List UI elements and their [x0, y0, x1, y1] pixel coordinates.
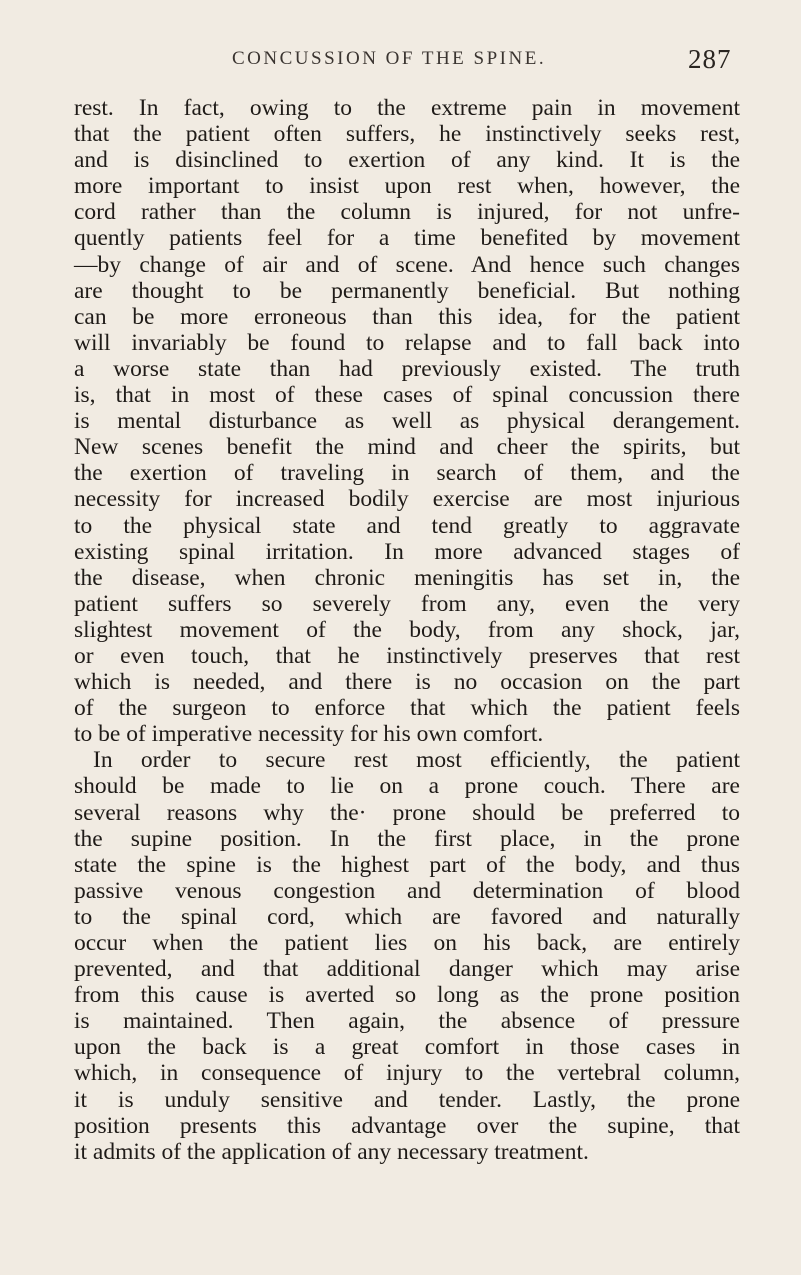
text-line: a worse state than had previously existed. The truth — [74, 355, 740, 382]
text-line: upon the back is a great comfort in those cases in — [74, 1034, 740, 1061]
text-line: patient suffers so severely from any, even the very — [74, 590, 740, 617]
text-line: is maintained. Then again, the absence of pressure — [74, 1008, 740, 1035]
text-line: it is unduly sensitive and tender. Lastly, the prone — [74, 1086, 740, 1113]
text-line: quently patients feel for a time benefited by movement — [74, 225, 740, 252]
text-line: which is needed, and there is no occasion on the part — [74, 669, 740, 696]
text-line: more important to insist upon rest when, however, the — [74, 173, 740, 200]
text-line: of the surgeon to enforce that which the patient feels — [74, 695, 740, 722]
text-line: or even touch, that he instinctively preserves that rest — [74, 642, 740, 669]
body-text — [74, 95, 740, 1165]
text-line: occur when the patient lies on his back, are entirely — [74, 930, 740, 956]
text-line: cord rather than the column is injured, for not unfre- — [74, 199, 740, 226]
text-line: existing spinal irritation. In more advanced stages of — [74, 538, 740, 565]
text-line: and is disinclined to exertion of any kind. It is the — [74, 147, 740, 174]
text-line: to the spinal cord, which are favored and naturally — [74, 903, 740, 930]
text-line: the exertion of traveling in search of them, and the — [74, 460, 740, 487]
text-line: passive venous congestion and determination of blood — [74, 877, 740, 904]
text-line: that the patient often suffers, he instinctively seeks rest, — [74, 121, 740, 148]
text-line: is mental disturbance as well as physical derangement. — [74, 408, 740, 435]
text-line: will invariably be found to relapse and to fall back into — [74, 329, 740, 356]
text-line: several reasons why the· prone should be preferred to — [74, 799, 740, 826]
running-title: CONCUSSION OF THE SPINE. — [232, 48, 547, 69]
text-line: which, in consequence of injury to the vertebral column, — [74, 1060, 740, 1087]
text-line: the supine position. In the first place, in the prone — [74, 825, 740, 852]
text-line: state the spine is the highest part of the body, and thus — [74, 851, 740, 878]
text-line: the disease, when chronic meningitis has set in, the — [74, 564, 740, 591]
text-line: —by change of air and of scene. And hence such changes — [74, 251, 740, 278]
text-line: New scenes benefit the mind and cheer the spirits, but — [74, 434, 740, 461]
text-line: rest. In fact, owing to the extreme pain in movement — [74, 95, 740, 121]
text-line: it admits of the application of any necessary treatment. — [74, 1138, 589, 1165]
paragraph-start-line: In order to secure rest most efficiently, the patient — [93, 747, 740, 774]
text-line: slightest movement of the body, from any shock, jar, — [74, 616, 740, 643]
text-line: from this cause is averted so long as the prone position — [74, 982, 740, 1009]
running-head — [0, 44, 801, 74]
text-line: can be more erroneous than this idea, for the patient — [74, 303, 740, 330]
text-line: position presents this advantage over the supine, that — [74, 1112, 740, 1139]
text-line: prevented, and that additional danger which may arise — [74, 956, 740, 983]
page-number: 287 — [688, 44, 732, 74]
text-line: should be made to lie on a prone couch. There are — [74, 773, 740, 800]
text-line: are thought to be permanently beneficial. But nothing — [74, 277, 740, 304]
text-line: necessity for increased bodily exercise are most injurious — [74, 486, 740, 513]
paragraph-end-line: to be of imperative necessity for his own comfort. — [74, 721, 544, 748]
text-line: is, that in most of these cases of spinal concussion there — [74, 382, 740, 409]
text-line: to the physical state and tend greatly to aggravate — [74, 512, 740, 539]
